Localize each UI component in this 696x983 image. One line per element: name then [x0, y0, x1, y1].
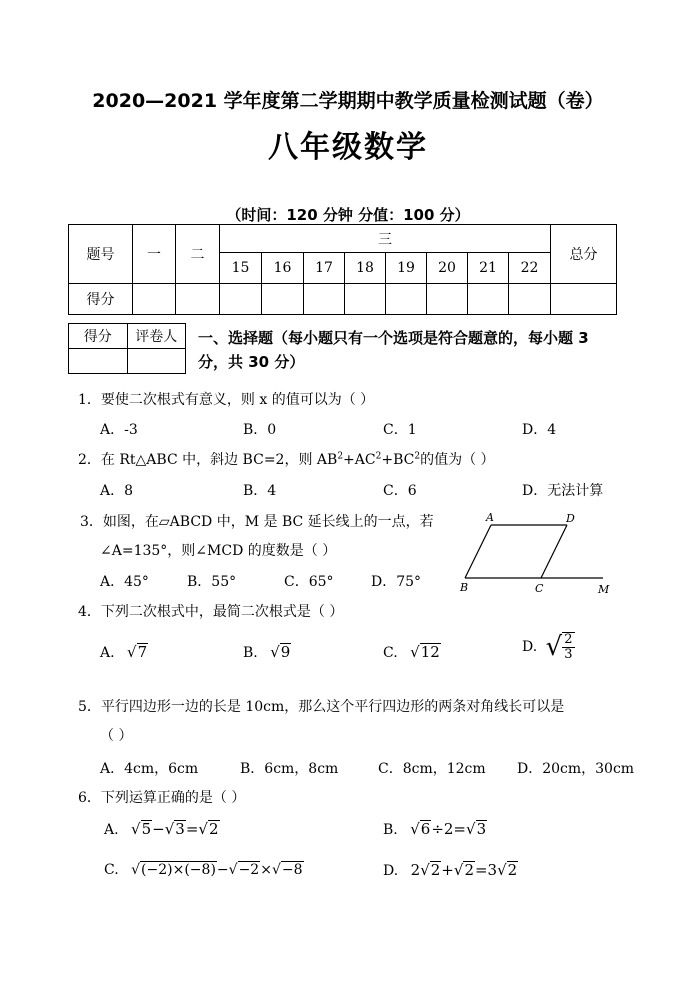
q6d-radicand-1: 2 [430, 861, 441, 879]
sub-col-15: 15 [220, 253, 262, 283]
label-a: A [486, 511, 494, 524]
radical-icon: √ [164, 820, 175, 838]
q2-option-b: B．4 [243, 483, 277, 499]
header-cell-part-one: 一 [133, 225, 176, 284]
label-c: C [535, 582, 544, 595]
radical-icon: √ [410, 820, 420, 838]
score-cell [345, 283, 386, 314]
q6-option-c [104, 861, 304, 878]
q2-option-a: A．8 [100, 483, 134, 499]
q2-option-c: C．6 [383, 483, 417, 499]
q4-d-numerator: 2 [564, 632, 573, 647]
radical-icon: √ [131, 820, 141, 838]
q4-b-radicand: 9 [280, 643, 291, 661]
score-cell [176, 283, 220, 314]
radical-icon: √ [453, 861, 464, 879]
q6-option-b [383, 820, 487, 838]
q5-stem-line1: 5．平行四边形一边的长是 10cm，那么这个平行四边形的两条对角线长可以是 [78, 699, 565, 715]
q4-d-fraction [562, 632, 574, 662]
score-row-label: 得分 [69, 283, 133, 314]
q2-sup-1: 2 [337, 451, 344, 462]
q5-option-a: A．4cm，6cm [100, 761, 199, 777]
q4-stem: 4．下列二次根式中，最简二次根式是（ ） [78, 604, 344, 620]
q6-option-b-expr [410, 820, 487, 838]
sub-col-16: 16 [262, 253, 304, 283]
q2-stem-pre: 2．在 Rt△ABC 中，斜边 BC=2，则 AB [78, 452, 338, 468]
q4-d-denominator: 3 [564, 647, 573, 662]
q2-sup-2: 2 [375, 451, 382, 462]
q3-option-c: C．65° [284, 574, 334, 590]
q4-option-a-expr [127, 643, 148, 661]
q6a-radicand-1: 5 [141, 820, 152, 838]
q1-option-b: B．0 [243, 422, 277, 438]
radical-icon: √ [497, 861, 507, 879]
q6-option-d-letter: D. [383, 863, 399, 879]
q6-option-a-letter: A. [104, 822, 119, 838]
q6a-operator: − [152, 820, 165, 838]
q6-option-a [104, 820, 220, 838]
q6a-radicand-2: 3 [175, 820, 185, 838]
q6b-radicand-2: 3 [476, 820, 487, 838]
header-cell-total: 总分 [551, 225, 617, 284]
q3-option-d: D．75° [371, 574, 422, 590]
score-cell [427, 283, 468, 314]
radical-icon: √ [228, 862, 238, 878]
radical-icon: √ [131, 862, 141, 878]
radical-icon: √ [466, 820, 476, 838]
score-cell [304, 283, 345, 314]
header-cell-part-three: 三 [220, 225, 551, 253]
score-table [68, 224, 617, 315]
grader-table [68, 323, 186, 374]
radical-icon: √ [127, 643, 137, 661]
radical-icon: √ [545, 632, 563, 662]
q6-option-b-letter: B. [383, 822, 398, 838]
q6-option-c-expr [131, 862, 303, 878]
q5-option-b: B．6cm，8cm [240, 761, 339, 777]
sub-col-22: 22 [509, 253, 551, 283]
q6d-radicand-2: 2 [464, 861, 474, 879]
score-cell [551, 283, 617, 314]
q4-option-c-letter: C. [383, 645, 398, 661]
time-score-info: （时间：120 分钟 分值：100 分） [226, 206, 470, 224]
q4-option-b [243, 643, 291, 661]
score-cell [386, 283, 427, 314]
q2-option-d: D．无法计算 [522, 483, 604, 499]
q6-option-d [383, 861, 518, 879]
q3-stem-line2: ∠A=135°，则∠MCD 的度数是（ ） [100, 543, 337, 559]
header-cell-part-two: 二 [176, 225, 220, 284]
exam-title: 2020—2021 学年度第二学期期中教学质量检测试题（卷） [92, 90, 604, 112]
score-cell [468, 283, 509, 314]
q6d-plus: + [441, 861, 454, 879]
grader-name-label: 评卷人 [127, 324, 186, 349]
score-cell [220, 283, 262, 314]
q4-option-b-expr [270, 643, 291, 661]
q5-stem-line2: （ ） [100, 728, 133, 744]
q4-option-a-letter: A. [100, 645, 115, 661]
q4-option-b-letter: B. [243, 645, 258, 661]
q1-option-d: D．4 [522, 422, 557, 438]
q2-stem-mid2: +BC [381, 452, 415, 468]
q4-option-c-expr [410, 643, 441, 661]
grader-score-label: 得分 [69, 324, 128, 349]
q3-stem-line1: 3．如图，在▱ABCD 中，M 是 BC 延长线上的一点，若 [80, 514, 434, 530]
q1-stem: 1．要使二次根式有意义，则 x 的值可以为（ ） [78, 392, 375, 408]
radical-icon: √ [198, 820, 208, 838]
sub-col-19: 19 [386, 253, 427, 283]
score-cell [133, 283, 176, 314]
q2-stem-post: 的值为（ ） [420, 452, 495, 468]
q6d-coefficient: 2 [410, 861, 421, 879]
sub-col-21: 21 [468, 253, 509, 283]
sub-col-17: 17 [304, 253, 345, 283]
q4-option-d-expr [545, 632, 575, 662]
q4-a-radicand: 7 [137, 643, 148, 661]
line-ba [465, 525, 491, 578]
label-m: M [598, 583, 610, 596]
radical-icon: √ [410, 643, 420, 661]
sub-col-18: 18 [345, 253, 386, 283]
q4-option-d [522, 632, 575, 662]
grader-score-cell [69, 349, 128, 374]
q5-option-c: C．8cm，12cm [378, 761, 486, 777]
q6a-radicand-3: 2 [208, 820, 219, 838]
q6c-radicand-1: (−2)×(−8) [141, 862, 216, 878]
header-cell-question-number: 题号 [69, 225, 133, 284]
q4-c-radicand: 12 [420, 643, 440, 661]
label-b: B [460, 581, 469, 594]
q4-option-c [383, 643, 441, 661]
radical-icon: √ [420, 861, 430, 879]
q6-option-c-letter: C. [104, 862, 119, 878]
q6d-radicand-3: 2 [507, 861, 518, 879]
score-cell [509, 283, 551, 314]
exam-subtitle: 八年级数学 [268, 130, 428, 165]
section1-heading-line1: 一、选择题（每小题只有一个选项是符合题意的，每小题 3 [198, 329, 589, 347]
q6a-equals: = [185, 820, 199, 838]
q6-option-a-expr [131, 820, 219, 838]
section1-heading-line2: 分，共 30 分） [198, 353, 305, 371]
score-cell [262, 283, 304, 314]
parallelogram-figure [455, 510, 615, 600]
q3-option-a: A．45° [100, 574, 149, 590]
q6c-radicand-3: −8 [281, 862, 303, 878]
q6c-times: × [260, 862, 272, 878]
q6d-equals: =3 [474, 861, 498, 879]
q6b-division: ÷2= [431, 820, 466, 838]
q3-option-b: B．55° [187, 574, 237, 590]
q6-stem: 6．下列运算正确的是（ ） [78, 790, 246, 806]
line-dc [541, 525, 567, 578]
q5-option-d: D．20cm，30cm [517, 761, 635, 777]
q6b-radicand-1: 6 [420, 820, 431, 838]
sub-col-20: 20 [427, 253, 468, 283]
q1-option-c: C．1 [383, 422, 417, 438]
q1-option-a: A．-3 [100, 422, 138, 438]
q2-stem [78, 449, 495, 469]
q6c-minus: − [216, 862, 229, 878]
q6c-radicand-2: −2 [238, 862, 260, 878]
q4-option-a [100, 643, 148, 661]
q4-option-d-letter: D. [522, 639, 538, 655]
grader-name-cell [127, 349, 186, 374]
label-d: D [566, 512, 575, 525]
radical-icon: √ [271, 862, 281, 878]
radical-icon: √ [270, 643, 280, 661]
q6-option-d-expr [411, 861, 519, 879]
q2-stem-mid1: +AC [343, 452, 376, 468]
q2-sup-3: 2 [414, 451, 421, 462]
